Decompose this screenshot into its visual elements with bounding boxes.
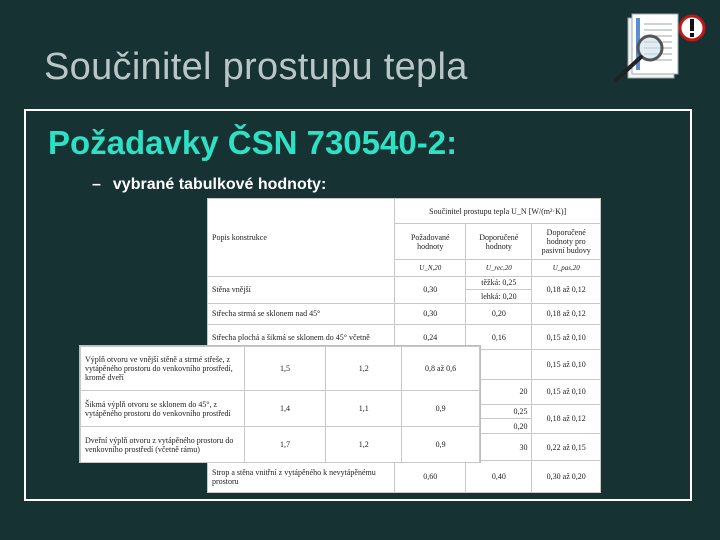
bullet-dash: – xyxy=(92,176,101,193)
table-cell: 1,1 xyxy=(326,391,402,427)
document-magnifier-icon xyxy=(606,8,716,86)
table-cell: 0,16 xyxy=(466,324,532,349)
table-cell: 0,24 xyxy=(395,324,466,349)
table-cell: 0,40 xyxy=(466,461,532,493)
table-cell: 1,2 xyxy=(326,347,402,391)
table-cell: 0,15 až 0,10 xyxy=(532,350,601,379)
table-cell: 0,20 xyxy=(466,303,532,324)
bullet-text: vybrané tabulkové hodnoty: xyxy=(112,176,327,193)
table-cell: 1,4 xyxy=(244,391,326,427)
column-header-passive: Doporučené hodnoty pro pasivní budovy xyxy=(532,224,601,260)
column-header-description: Popis konstrukce xyxy=(208,199,395,277)
table-row: Stěna vnější xyxy=(208,276,395,303)
table-cell: 0,60 xyxy=(395,461,466,493)
table-row: Šikmá výplň otvoru se sklonem do 45°, z vytápěného prostoru do venkovního prostředí xyxy=(81,391,245,427)
table-cell: 30 xyxy=(466,434,532,461)
bullet-item xyxy=(92,176,326,194)
table-cell: těžká: 0,25 xyxy=(466,276,532,290)
column-header-recommended: Doporučené hodnoty xyxy=(466,224,532,260)
table-header-top: Součinitel prostupu tepla U_N [W/(m²·K)] xyxy=(395,199,601,224)
table-cell: 0,8 až 0,6 xyxy=(402,347,480,391)
table-cell: 1,2 xyxy=(326,427,402,463)
column-header-required: Požadované hodnoty xyxy=(395,224,466,260)
table-cell: 0,30 až 0,20 xyxy=(532,461,601,493)
symbol-recommended: U_rec,20 xyxy=(466,259,532,276)
symbol-passive: U_pas,20 xyxy=(532,259,601,276)
table-cell: 1,5 xyxy=(244,347,326,391)
table-cell: 0,30 xyxy=(395,276,466,303)
table-cell: 0,9 xyxy=(402,391,480,427)
table-cell: 0,25 xyxy=(466,404,532,419)
table-cell: 0,18 až 0,12 xyxy=(532,303,601,324)
table-cell: 0,20 xyxy=(466,419,532,434)
table-cell: 20 xyxy=(466,379,532,404)
table-row: Střecha strmá se sklonem nad 45° xyxy=(208,303,395,324)
window-requirements-table xyxy=(80,346,480,462)
table-cell: 0,18 až 0,12 xyxy=(532,276,601,303)
table-row: Strop a stěna vnitřní z vytápěného k nevytápěnému prostoru xyxy=(208,461,395,493)
table-cell: 1,7 xyxy=(244,427,326,463)
table-row: Výplň otvoru ve vnější stěně a strmé střeše, z vytápěného prostoru do venkovního prostředí, kromě dveří xyxy=(81,347,245,391)
table-cell: 0,15 až 0,10 xyxy=(532,324,601,349)
table-row: Dveřní výplň otvoru z vytápěného prostoru do venkovního prostředí (včetně rámu) xyxy=(81,427,245,463)
section-heading: Požadavky ČSN 730540-2: xyxy=(48,124,458,161)
table-row: Střecha plochá a šikmá se sklonem do 45° včetně xyxy=(208,324,395,349)
exclamation-icon xyxy=(680,16,704,40)
table-cell: 0,9 xyxy=(402,427,480,463)
table-cell: lehká: 0,20 xyxy=(466,290,532,304)
symbol-required: U_N,20 xyxy=(395,259,466,276)
table-cell: 0,15 až 0,10 xyxy=(532,379,601,404)
table-cell: 0,30 xyxy=(395,303,466,324)
slide-title: Součinitel prostupu tepla xyxy=(44,46,468,88)
table-cell: 0,22 až 0,15 xyxy=(532,434,601,461)
table-cell: 0,18 až 0,12 xyxy=(532,404,601,433)
